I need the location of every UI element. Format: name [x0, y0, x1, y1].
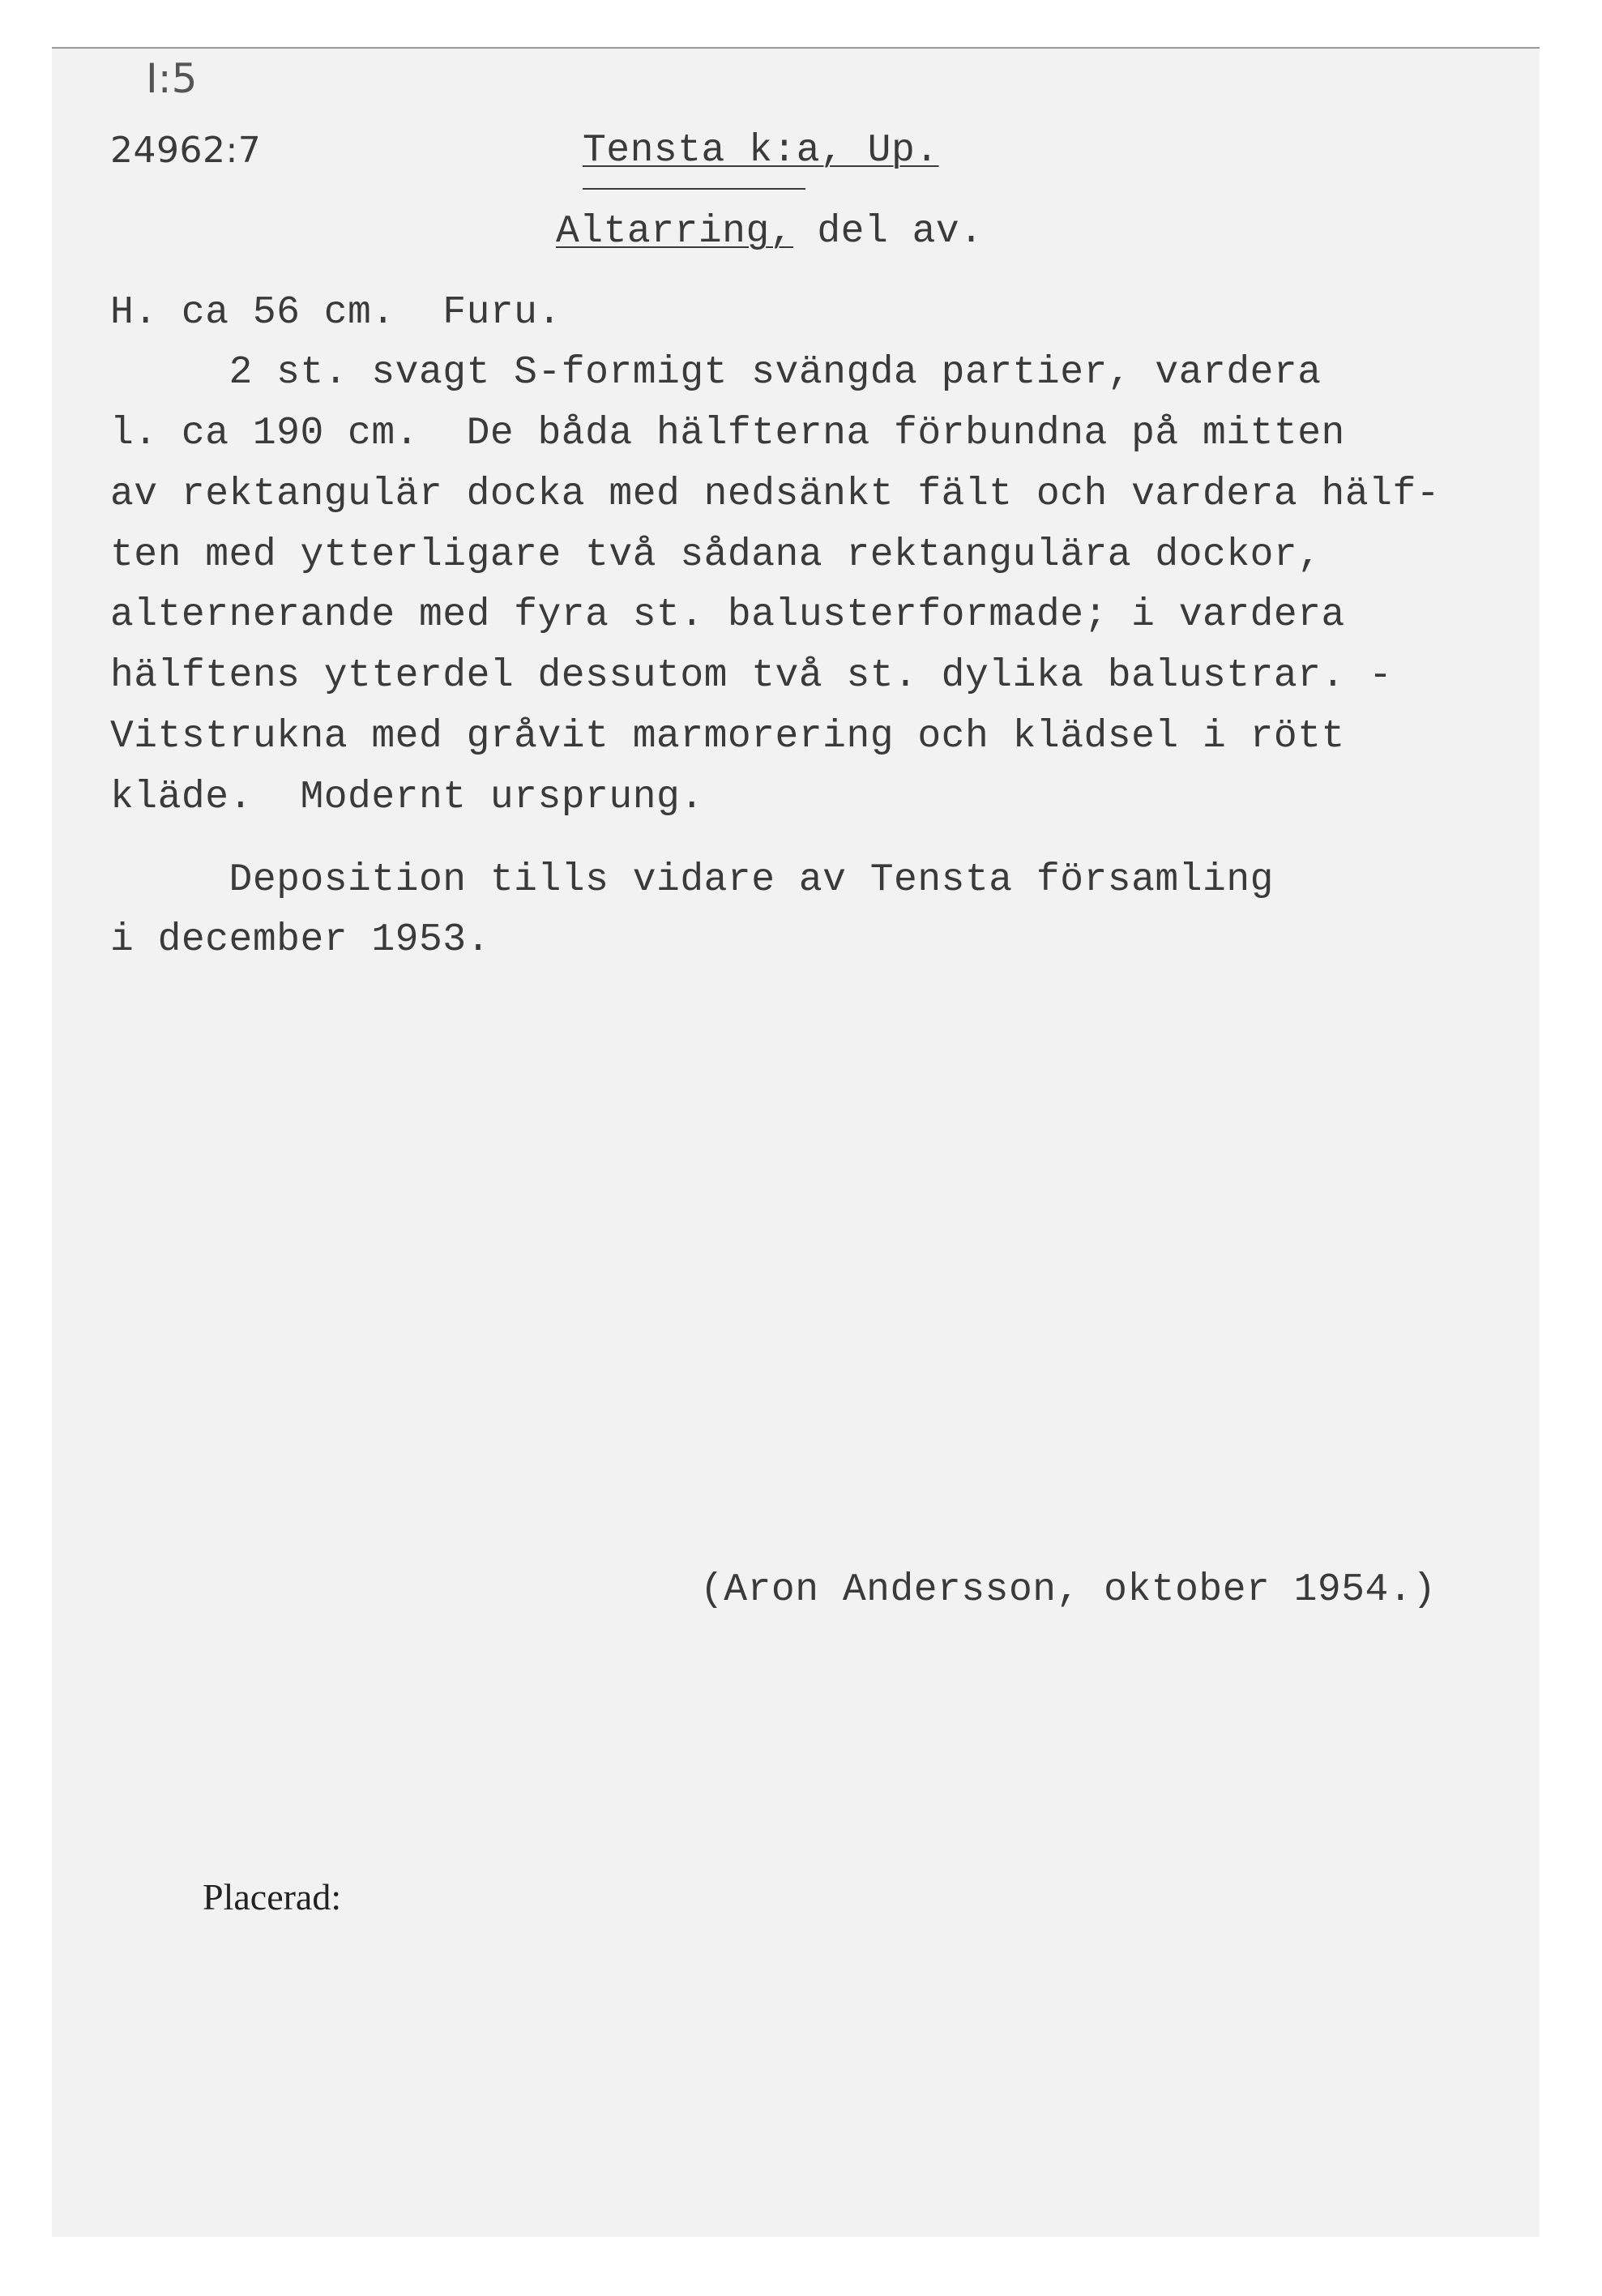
description-line: ten med ytterligare två sådana rektangulära dockor, [110, 533, 1322, 577]
author-signature: (Aron Andersson, oktober 1954.) [700, 1568, 1437, 1612]
object-suffix: del av. [793, 210, 984, 254]
deposition-line: Deposition tills vidare av Tensta församling [110, 858, 1274, 902]
object-name: Altarring, [556, 210, 794, 254]
heading-divider [583, 188, 805, 190]
description-line: 2 st. svagt S-formigt svängda partier, vardera [110, 351, 1322, 395]
object-heading [556, 209, 983, 254]
inventory-number: 24962:7 [110, 130, 262, 171]
handwritten-mark: I:5 [146, 55, 198, 102]
description-line: kläde. Modernt ursprung. [110, 776, 704, 819]
description-line: l. ca 190 cm. De båda hälfterna förbundna på mitten [110, 412, 1345, 455]
description-line: hälftens ytterdel dessutom två st. dylika balustrar. - [110, 654, 1393, 698]
description-line: av rektangulär docka med nedsänkt fält och vardera hälf- [110, 472, 1441, 516]
deposition-line: i december 1953. [110, 918, 490, 962]
description-line: H. ca 56 cm. Furu. [110, 291, 562, 335]
catalog-card [52, 47, 1540, 2237]
place-heading: Tensta k:a, Up. [583, 129, 939, 173]
placed-label: Placerad: [203, 1876, 342, 1918]
description-line: Vitstrukna med gråvit marmorering och klädsel i rött [110, 715, 1345, 759]
description-line: alternerande med fyra st. balusterformade; i vardera [110, 593, 1345, 637]
